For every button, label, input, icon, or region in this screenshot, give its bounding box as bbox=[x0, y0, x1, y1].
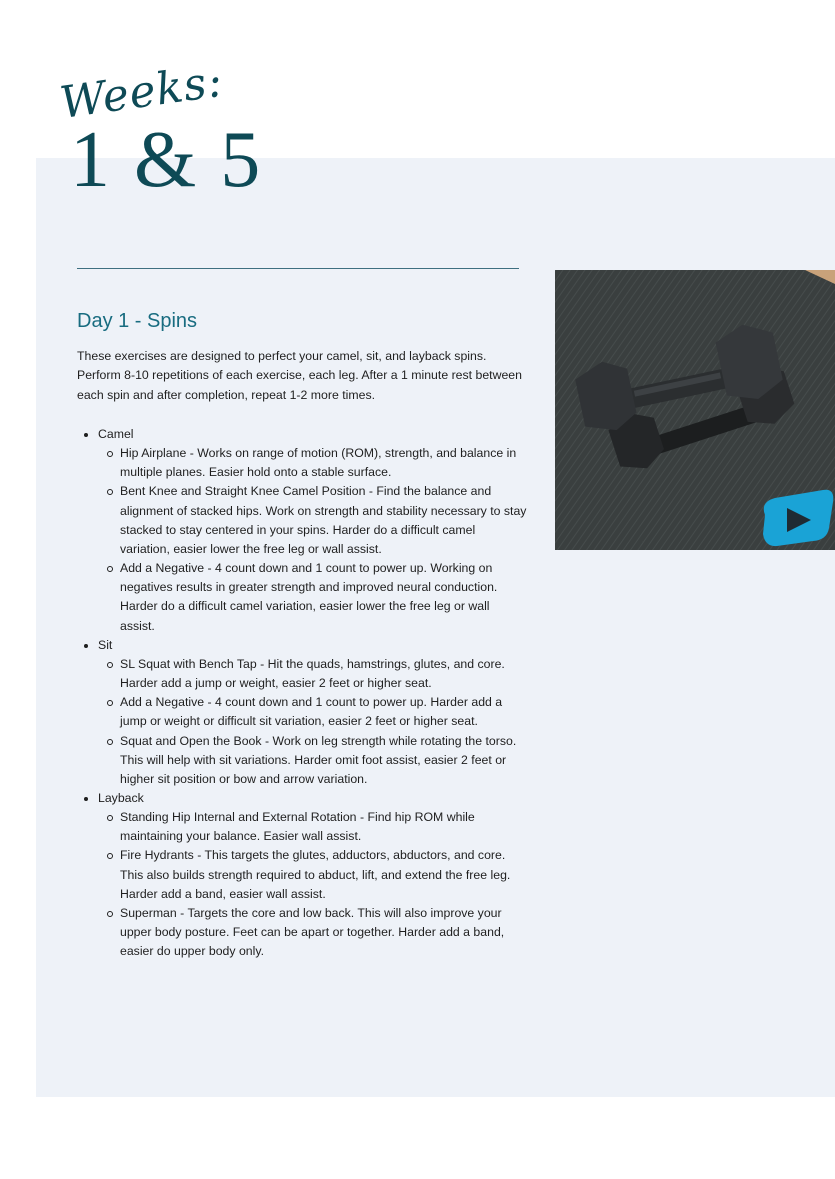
exercise-item: Hip Airplane - Works on range of motion (ROM), strength, and balance in multiple planes. Easier hold onto a stable surface. bbox=[77, 444, 527, 482]
category-layback bbox=[77, 789, 527, 808]
exercise-item: SL Squat with Bench Tap - Hit the quads, hamstrings, glutes, and core. Harder add a jump or weight, easier 2 feet or higher seat. bbox=[77, 655, 527, 693]
category-camel bbox=[77, 425, 527, 444]
dumbbells-illustration bbox=[555, 270, 835, 550]
exercise-item: Superman - Targets the core and low back. This will also improve your upper body posture. Feet can be apart or together. Harder add a band, easier do upper body only. bbox=[77, 904, 527, 961]
weeks-numbers: 1 & 5 bbox=[70, 116, 263, 204]
exercise-item: Add a Negative - 4 count down and 1 count to power up. Working on negatives results in greater strength and improved neural conduction. Harder do a difficult camel variation, easier lower the free leg or wall assist. bbox=[77, 559, 527, 636]
weeks-label: Weeks: bbox=[56, 55, 227, 129]
category-label: Sit bbox=[98, 637, 113, 652]
section-divider bbox=[77, 268, 519, 269]
exercise-item: Add a Negative - 4 count down and 1 count to power up. Harder add a jump or weight or difficult sit variation, easier 2 feet or higher seat. bbox=[77, 693, 527, 731]
intro-paragraph: These exercises are designed to perfect your camel, sit, and layback spins. Perform 8-10 repetitions of each exercise, each leg. After a 1 minute rest between each spin and after completion, repeat 1-2 more times. bbox=[77, 349, 522, 402]
exercise-item: Standing Hip Internal and External Rotation - Find hip ROM while maintaining your balance. Easier wall assist. bbox=[77, 808, 527, 846]
dumbbells-photo[interactable] bbox=[555, 270, 835, 550]
category-label: Layback bbox=[98, 790, 144, 805]
category-sit bbox=[77, 636, 527, 655]
exercise-item: Bent Knee and Straight Knee Camel Position - Find the balance and alignment of stacked hips. Work on strength and stability necessary to stay stacked to stay centered in your spins. Harder do a difficult camel variation, easier lower the free leg or wall assist. bbox=[77, 482, 527, 559]
exercise-list bbox=[77, 425, 527, 961]
category-label: Camel bbox=[98, 427, 134, 441]
exercise-item: Fire Hydrants - This targets the glutes, adductors, abductors, and core. This also builds strength required to abduct, lift, and extend the free leg. Harder add a band, easier wall assist. bbox=[77, 846, 527, 903]
day-title: Day 1 - Spins bbox=[77, 310, 198, 332]
exercise-item: Squat and Open the Book - Work on leg strength while rotating the torso. This will help with sit variations. Harder omit foot assist, easier 2 feet or higher sit position or bow and arrow variation. bbox=[77, 732, 527, 789]
